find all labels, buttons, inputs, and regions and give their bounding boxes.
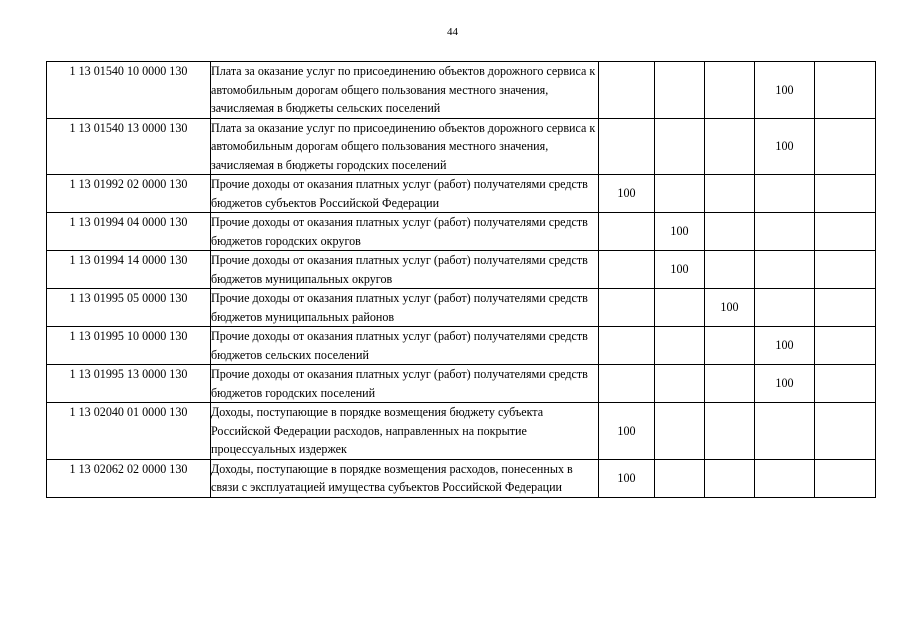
norm-percent-cell [815, 327, 876, 365]
table-row [47, 213, 876, 251]
norm-percent-cell [705, 327, 755, 365]
norm-percent-cell [705, 62, 755, 119]
norm-percent-cell [655, 459, 705, 497]
norm-percent-cell: 100 [599, 459, 655, 497]
norm-percent-cell: 100 [655, 213, 705, 251]
classification-code-cell: 1 13 01995 13 0000 130 [47, 365, 211, 403]
norm-percent-cell [705, 213, 755, 251]
norm-percent-cell [655, 327, 705, 365]
norm-percent-cell: 100 [705, 289, 755, 327]
norm-percent-cell [815, 251, 876, 289]
table-row [47, 289, 876, 327]
norm-percent-cell [755, 251, 815, 289]
norm-percent-cell [599, 327, 655, 365]
revenue-description-cell: Плата за оказание услуг по присоединению объектов дорожного сервиса к автомобильным дорогам общего пользования местного значения, зачисляемая в бюджеты сельских поселений [211, 62, 599, 119]
revenue-description-cell: Прочие доходы от оказания платных услуг (работ) получателями средств бюджетов субъектов Российской Федерации [211, 175, 599, 213]
norm-percent-cell [705, 175, 755, 213]
norm-percent-cell [599, 365, 655, 403]
revenue-description-cell: Плата за оказание услуг по присоединению объектов дорожного сервиса к автомобильным дорогам общего пользования местного значения, зачисляемая в бюджеты городских поселений [211, 118, 599, 175]
table-body [47, 62, 876, 498]
classification-code-cell: 1 13 01994 14 0000 130 [47, 251, 211, 289]
classification-code-cell: 1 13 01994 04 0000 130 [47, 213, 211, 251]
table-row [47, 459, 876, 497]
table-row [47, 327, 876, 365]
norm-percent-cell: 100 [755, 327, 815, 365]
classification-code-cell: 1 13 01995 05 0000 130 [47, 289, 211, 327]
table-row [47, 403, 876, 460]
norm-percent-cell [599, 118, 655, 175]
norm-percent-cell [705, 251, 755, 289]
revenue-distribution-table [46, 61, 876, 498]
table-row [47, 175, 876, 213]
norm-percent-cell [655, 62, 705, 119]
norm-percent-cell [755, 175, 815, 213]
page-number: 44 [447, 26, 458, 38]
revenue-description-cell: Прочие доходы от оказания платных услуг (работ) получателями средств бюджетов муниципальных районов [211, 289, 599, 327]
norm-percent-cell [815, 403, 876, 460]
revenue-description-cell: Прочие доходы от оказания платных услуг (работ) получателями средств бюджетов муниципальных округов [211, 251, 599, 289]
norm-percent-cell [815, 118, 876, 175]
classification-code-cell: 1 13 01995 10 0000 130 [47, 327, 211, 365]
norm-percent-cell: 100 [599, 403, 655, 460]
norm-percent-cell [599, 251, 655, 289]
norm-percent-cell [815, 289, 876, 327]
revenue-description-cell: Прочие доходы от оказания платных услуг (работ) получателями средств бюджетов городских округов [211, 213, 599, 251]
table-row [47, 62, 876, 119]
norm-percent-cell [755, 289, 815, 327]
norm-percent-cell [655, 365, 705, 403]
norm-percent-cell [815, 175, 876, 213]
norm-percent-cell [705, 118, 755, 175]
revenue-description-cell: Прочие доходы от оказания платных услуг (работ) получателями средств бюджетов сельских поселений [211, 327, 599, 365]
norm-percent-cell [599, 289, 655, 327]
norm-percent-cell [599, 62, 655, 119]
norm-percent-cell [599, 213, 655, 251]
norm-percent-cell [655, 175, 705, 213]
norm-percent-cell: 100 [755, 365, 815, 403]
norm-percent-cell [705, 459, 755, 497]
revenue-description-cell: Доходы, поступающие в порядке возмещения расходов, понесенных в связи с эксплуатацией имущества субъектов Российской Федерации [211, 459, 599, 497]
norm-percent-cell: 100 [755, 62, 815, 119]
norm-percent-cell [755, 459, 815, 497]
classification-code-cell: 1 13 01540 13 0000 130 [47, 118, 211, 175]
revenue-description-cell: Доходы, поступающие в порядке возмещения бюджету субъекта Российской Федерации расходов, направленных на покрытие процессуальных издержек [211, 403, 599, 460]
norm-percent-cell [815, 213, 876, 251]
table-row [47, 118, 876, 175]
norm-percent-cell [705, 365, 755, 403]
classification-code-cell: 1 13 01540 10 0000 130 [47, 62, 211, 119]
table-row [47, 251, 876, 289]
norm-percent-cell: 100 [599, 175, 655, 213]
norm-percent-cell [655, 403, 705, 460]
norm-percent-cell [815, 459, 876, 497]
norm-percent-cell [815, 62, 876, 119]
classification-code-cell: 1 13 01992 02 0000 130 [47, 175, 211, 213]
classification-code-cell: 1 13 02062 02 0000 130 [47, 459, 211, 497]
revenue-description-cell: Прочие доходы от оказания платных услуг (работ) получателями средств бюджетов городских поселений [211, 365, 599, 403]
norm-percent-cell: 100 [655, 251, 705, 289]
norm-percent-cell: 100 [755, 118, 815, 175]
classification-code-cell: 1 13 02040 01 0000 130 [47, 403, 211, 460]
norm-percent-cell [655, 289, 705, 327]
table-row [47, 365, 876, 403]
norm-percent-cell [815, 365, 876, 403]
norm-percent-cell [755, 213, 815, 251]
norm-percent-cell [755, 403, 815, 460]
norm-percent-cell [705, 403, 755, 460]
norm-percent-cell [655, 118, 705, 175]
